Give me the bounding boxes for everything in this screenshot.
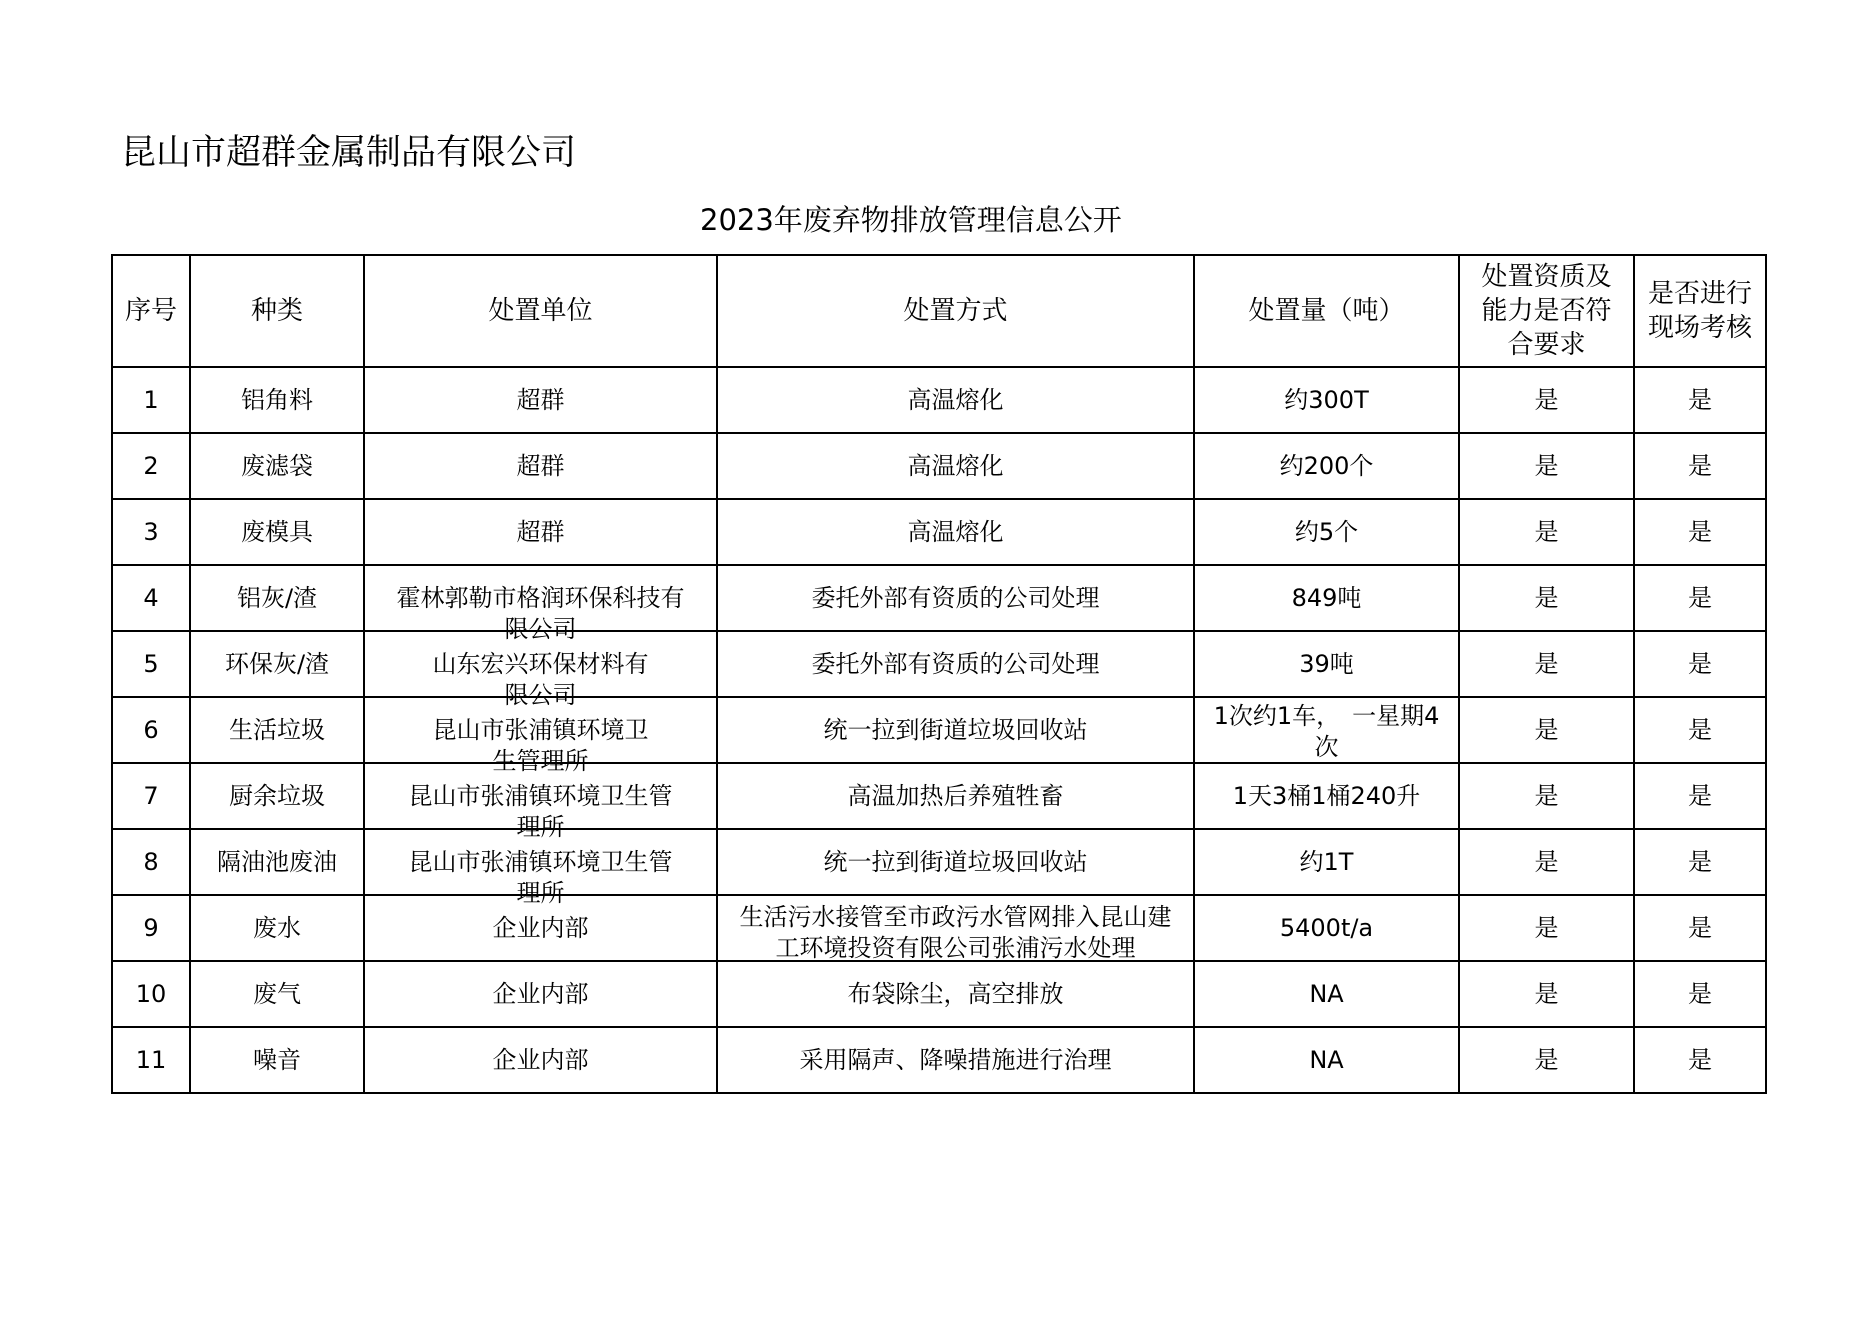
- header-type: 种类: [190, 255, 364, 367]
- cell-type: 废滤袋: [190, 433, 364, 499]
- cell-type: 铝灰/渣: [190, 565, 364, 631]
- cell-qualified: 是: [1459, 367, 1634, 433]
- cell-type: 生活垃圾: [190, 697, 364, 763]
- header-method: 处置方式: [717, 255, 1194, 367]
- document-title: 2023年废弃物排放管理信息公开: [700, 203, 1122, 237]
- cell-method: 高温熔化: [717, 433, 1194, 499]
- table-row: [112, 697, 1766, 763]
- cell-amount: 约1T: [1194, 829, 1459, 895]
- cell-unit: 企业内部: [364, 961, 717, 1027]
- cell-qualified: 是: [1459, 697, 1634, 763]
- header-seq: 序号: [112, 255, 190, 367]
- cell-method: 统一拉到街道垃圾回收站: [717, 697, 1194, 763]
- cell-amount: 1次约1车， 一星期4次: [1194, 697, 1459, 763]
- cell-type: 厨余垃圾: [190, 763, 364, 829]
- cell-inspected: 是: [1634, 763, 1766, 829]
- cell-amount: 约300T: [1194, 367, 1459, 433]
- table-row: [112, 499, 1766, 565]
- table-row: [112, 763, 1766, 829]
- table-row: [112, 829, 1766, 895]
- cell-method: 高温熔化: [717, 367, 1194, 433]
- company-name: 昆山市超群金属制品有限公司: [121, 133, 577, 173]
- table-row: [112, 961, 1766, 1027]
- cell-method: 高温加热后养殖牲畜: [717, 763, 1194, 829]
- cell-amount: 5400t/a: [1194, 895, 1459, 961]
- cell-seq: 6: [112, 697, 190, 763]
- cell-unit: 超群: [364, 367, 717, 433]
- cell-inspected: 是: [1634, 697, 1766, 763]
- cell-method: 统一拉到街道垃圾回收站: [717, 829, 1194, 895]
- cell-type: 废模具: [190, 499, 364, 565]
- cell-inspected: 是: [1634, 565, 1766, 631]
- waste-disposal-table: [111, 254, 1767, 1094]
- cell-amount: NA: [1194, 1027, 1459, 1093]
- table-row: [112, 631, 1766, 697]
- cell-unit: 超群: [364, 433, 717, 499]
- cell-inspected: 是: [1634, 961, 1766, 1027]
- table-row: [112, 895, 1766, 961]
- cell-type: 废水: [190, 895, 364, 961]
- cell-seq: 7: [112, 763, 190, 829]
- header-unit: 处置单位: [364, 255, 717, 367]
- cell-qualified: 是: [1459, 565, 1634, 631]
- cell-method: 采用隔声、降噪措施进行治理: [717, 1027, 1194, 1093]
- cell-type: 铝角料: [190, 367, 364, 433]
- header-qualified: 处置资质及能力是否符合要求: [1459, 255, 1634, 367]
- cell-inspected: 是: [1634, 1027, 1766, 1093]
- cell-method: 委托外部有资质的公司处理: [717, 631, 1194, 697]
- cell-seq: 11: [112, 1027, 190, 1093]
- table-header-row: [112, 255, 1766, 367]
- cell-unit: 昆山市张浦镇环境卫生管理所: [364, 697, 717, 763]
- cell-unit: 企业内部: [364, 895, 717, 961]
- cell-type: 废气: [190, 961, 364, 1027]
- cell-unit: 霍林郭勒市格润环保科技有限公司: [364, 565, 717, 631]
- cell-seq: 2: [112, 433, 190, 499]
- cell-seq: 5: [112, 631, 190, 697]
- cell-inspected: 是: [1634, 367, 1766, 433]
- cell-seq: 9: [112, 895, 190, 961]
- header-inspected: 是否进行现场考核: [1634, 255, 1766, 367]
- cell-type: 隔油池废油: [190, 829, 364, 895]
- cell-unit: 山东宏兴环保材料有限公司: [364, 631, 717, 697]
- cell-amount: 1天3桶1桶240升: [1194, 763, 1459, 829]
- cell-type: 噪音: [190, 1027, 364, 1093]
- cell-qualified: 是: [1459, 1027, 1634, 1093]
- cell-qualified: 是: [1459, 631, 1634, 697]
- cell-qualified: 是: [1459, 961, 1634, 1027]
- table-row: [112, 565, 1766, 631]
- cell-inspected: 是: [1634, 895, 1766, 961]
- cell-inspected: 是: [1634, 499, 1766, 565]
- cell-amount: NA: [1194, 961, 1459, 1027]
- table-row: [112, 433, 1766, 499]
- cell-seq: 1: [112, 367, 190, 433]
- cell-qualified: 是: [1459, 895, 1634, 961]
- cell-inspected: 是: [1634, 829, 1766, 895]
- cell-unit: 昆山市张浦镇环境卫生管理所: [364, 829, 717, 895]
- cell-unit: 超群: [364, 499, 717, 565]
- cell-seq: 3: [112, 499, 190, 565]
- cell-amount: 约200个: [1194, 433, 1459, 499]
- cell-amount: 39吨: [1194, 631, 1459, 697]
- cell-seq: 10: [112, 961, 190, 1027]
- cell-method: 委托外部有资质的公司处理: [717, 565, 1194, 631]
- cell-method: 高温熔化: [717, 499, 1194, 565]
- cell-type: 环保灰/渣: [190, 631, 364, 697]
- cell-inspected: 是: [1634, 631, 1766, 697]
- table-row: [112, 1027, 1766, 1093]
- cell-method: 布袋除尘，高空排放: [717, 961, 1194, 1027]
- cell-inspected: 是: [1634, 433, 1766, 499]
- cell-amount: 约5个: [1194, 499, 1459, 565]
- cell-seq: 8: [112, 829, 190, 895]
- cell-qualified: 是: [1459, 763, 1634, 829]
- cell-amount: 849吨: [1194, 565, 1459, 631]
- cell-qualified: 是: [1459, 433, 1634, 499]
- cell-qualified: 是: [1459, 829, 1634, 895]
- cell-seq: 4: [112, 565, 190, 631]
- cell-qualified: 是: [1459, 499, 1634, 565]
- header-amount: 处置量（吨）: [1194, 255, 1459, 367]
- cell-unit: 企业内部: [364, 1027, 717, 1093]
- cell-method: 生活污水接管至市政污水管网排入昆山建工环境投资有限公司张浦污水处理: [717, 895, 1194, 961]
- table-row: [112, 367, 1766, 433]
- cell-unit: 昆山市张浦镇环境卫生管理所: [364, 763, 717, 829]
